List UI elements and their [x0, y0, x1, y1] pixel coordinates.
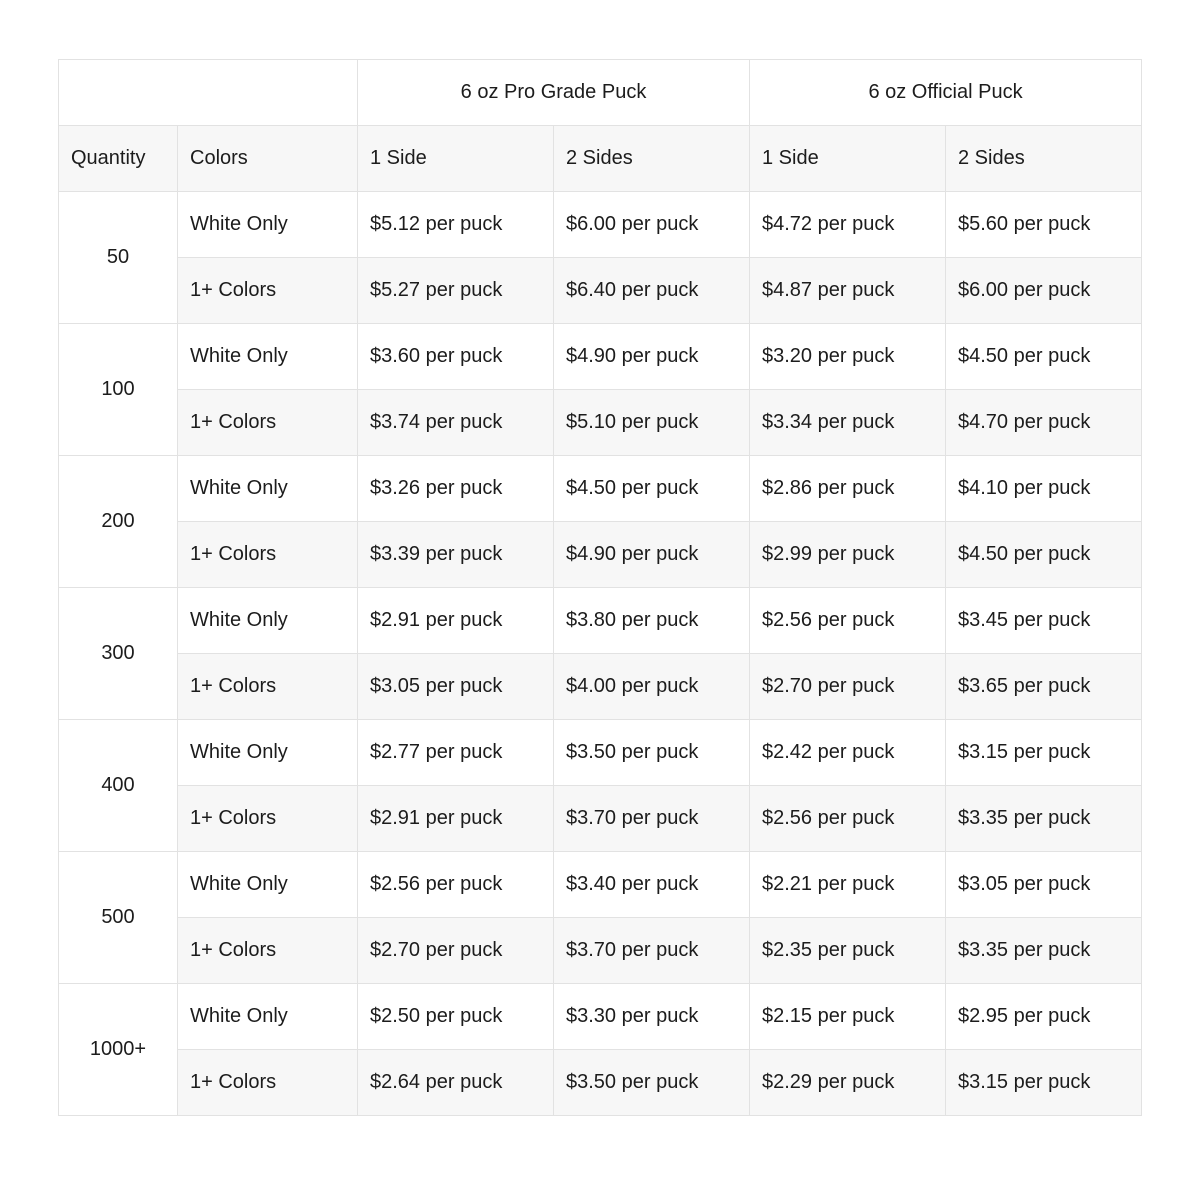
- colors-cell: White Only: [178, 588, 358, 654]
- price-cell-official-1-side: $2.15 per puck: [750, 984, 946, 1050]
- table-row: [59, 192, 1142, 258]
- price-cell-official-2-sides: $4.70 per puck: [946, 390, 1142, 456]
- colors-cell: 1+ Colors: [178, 258, 358, 324]
- price-cell-pro-1-side: $2.56 per puck: [358, 852, 554, 918]
- price-cell-official-2-sides: $3.15 per puck: [946, 720, 1142, 786]
- table-row: [59, 852, 1142, 918]
- price-cell-official-2-sides: $3.45 per puck: [946, 588, 1142, 654]
- colors-cell: 1+ Colors: [178, 1050, 358, 1116]
- group-header-row: [59, 60, 1142, 126]
- price-cell-official-1-side: $2.21 per puck: [750, 852, 946, 918]
- price-cell-pro-1-side: $3.74 per puck: [358, 390, 554, 456]
- price-cell-official-1-side: $2.35 per puck: [750, 918, 946, 984]
- price-cell-pro-2-sides: $4.50 per puck: [554, 456, 750, 522]
- price-cell-pro-2-sides: $6.00 per puck: [554, 192, 750, 258]
- price-cell-official-1-side: $2.86 per puck: [750, 456, 946, 522]
- price-cell-pro-1-side: $2.91 per puck: [358, 786, 554, 852]
- blank-corner-cell: [59, 60, 358, 126]
- column-header-colors: Colors: [178, 126, 358, 192]
- pricing-table: [58, 59, 1142, 1116]
- column-header-pro-1-side: 1 Side: [358, 126, 554, 192]
- table-body: [59, 192, 1142, 1116]
- column-header-pro-2-sides: 2 Sides: [554, 126, 750, 192]
- price-cell-pro-2-sides: $3.70 per puck: [554, 918, 750, 984]
- quantity-cell: 1000+: [59, 984, 178, 1116]
- price-cell-official-2-sides: $3.05 per puck: [946, 852, 1142, 918]
- price-cell-pro-1-side: $2.77 per puck: [358, 720, 554, 786]
- quantity-cell: 100: [59, 324, 178, 456]
- price-cell-pro-2-sides: $3.80 per puck: [554, 588, 750, 654]
- price-cell-pro-2-sides: $3.50 per puck: [554, 1050, 750, 1116]
- price-cell-official-1-side: $2.56 per puck: [750, 588, 946, 654]
- table-row: [59, 1050, 1142, 1116]
- colors-cell: 1+ Colors: [178, 654, 358, 720]
- table-row: [59, 588, 1142, 654]
- colors-cell: White Only: [178, 456, 358, 522]
- price-cell-pro-2-sides: $4.00 per puck: [554, 654, 750, 720]
- price-cell-official-2-sides: $2.95 per puck: [946, 984, 1142, 1050]
- quantity-cell: 300: [59, 588, 178, 720]
- price-cell-official-1-side: $3.34 per puck: [750, 390, 946, 456]
- price-cell-official-2-sides: $4.50 per puck: [946, 324, 1142, 390]
- price-cell-pro-2-sides: $3.40 per puck: [554, 852, 750, 918]
- table-row: [59, 258, 1142, 324]
- table-row: [59, 390, 1142, 456]
- price-cell-pro-2-sides: $3.50 per puck: [554, 720, 750, 786]
- group-header-official: 6 oz Official Puck: [750, 60, 1142, 126]
- colors-cell: White Only: [178, 324, 358, 390]
- price-cell-pro-1-side: $2.64 per puck: [358, 1050, 554, 1116]
- price-cell-official-2-sides: $5.60 per puck: [946, 192, 1142, 258]
- quantity-cell: 50: [59, 192, 178, 324]
- price-cell-pro-1-side: $3.05 per puck: [358, 654, 554, 720]
- price-cell-official-1-side: $3.20 per puck: [750, 324, 946, 390]
- price-cell-pro-1-side: $5.27 per puck: [358, 258, 554, 324]
- price-cell-official-2-sides: $3.65 per puck: [946, 654, 1142, 720]
- table-row: [59, 984, 1142, 1050]
- price-cell-pro-1-side: $3.39 per puck: [358, 522, 554, 588]
- colors-cell: 1+ Colors: [178, 522, 358, 588]
- colors-cell: 1+ Colors: [178, 390, 358, 456]
- table-row: [59, 720, 1142, 786]
- price-cell-official-2-sides: $3.15 per puck: [946, 1050, 1142, 1116]
- table-row: [59, 654, 1142, 720]
- price-cell-pro-2-sides: $4.90 per puck: [554, 522, 750, 588]
- colors-cell: 1+ Colors: [178, 918, 358, 984]
- price-cell-official-2-sides: $3.35 per puck: [946, 918, 1142, 984]
- price-cell-official-1-side: $2.42 per puck: [750, 720, 946, 786]
- table-row: [59, 522, 1142, 588]
- colors-cell: White Only: [178, 720, 358, 786]
- price-cell-official-2-sides: $6.00 per puck: [946, 258, 1142, 324]
- table-row: [59, 786, 1142, 852]
- price-cell-pro-1-side: $3.60 per puck: [358, 324, 554, 390]
- price-cell-official-1-side: $2.99 per puck: [750, 522, 946, 588]
- price-cell-pro-2-sides: $3.30 per puck: [554, 984, 750, 1050]
- table-row: [59, 324, 1142, 390]
- price-cell-official-1-side: $4.72 per puck: [750, 192, 946, 258]
- column-header-official-1-side: 1 Side: [750, 126, 946, 192]
- price-cell-official-2-sides: $4.10 per puck: [946, 456, 1142, 522]
- price-cell-official-2-sides: $4.50 per puck: [946, 522, 1142, 588]
- price-cell-pro-1-side: $2.50 per puck: [358, 984, 554, 1050]
- table-row: [59, 918, 1142, 984]
- quantity-cell: 500: [59, 852, 178, 984]
- column-header-quantity: Quantity: [59, 126, 178, 192]
- price-cell-official-1-side: $2.29 per puck: [750, 1050, 946, 1116]
- price-cell-pro-2-sides: $4.90 per puck: [554, 324, 750, 390]
- price-cell-pro-2-sides: $6.40 per puck: [554, 258, 750, 324]
- price-cell-official-1-side: $4.87 per puck: [750, 258, 946, 324]
- price-cell-pro-1-side: $2.70 per puck: [358, 918, 554, 984]
- quantity-cell: 200: [59, 456, 178, 588]
- table-header: [59, 60, 1142, 192]
- colors-cell: 1+ Colors: [178, 786, 358, 852]
- price-cell-official-1-side: $2.56 per puck: [750, 786, 946, 852]
- price-cell-official-1-side: $2.70 per puck: [750, 654, 946, 720]
- column-header-official-2-sides: 2 Sides: [946, 126, 1142, 192]
- table-row: [59, 456, 1142, 522]
- quantity-cell: 400: [59, 720, 178, 852]
- price-cell-pro-1-side: $2.91 per puck: [358, 588, 554, 654]
- colors-cell: White Only: [178, 984, 358, 1050]
- group-header-pro-grade: 6 oz Pro Grade Puck: [358, 60, 750, 126]
- colors-cell: White Only: [178, 852, 358, 918]
- price-cell-pro-1-side: $3.26 per puck: [358, 456, 554, 522]
- price-cell-official-2-sides: $3.35 per puck: [946, 786, 1142, 852]
- price-cell-pro-2-sides: $3.70 per puck: [554, 786, 750, 852]
- price-cell-pro-2-sides: $5.10 per puck: [554, 390, 750, 456]
- colors-cell: White Only: [178, 192, 358, 258]
- column-header-row: [59, 126, 1142, 192]
- price-cell-pro-1-side: $5.12 per puck: [358, 192, 554, 258]
